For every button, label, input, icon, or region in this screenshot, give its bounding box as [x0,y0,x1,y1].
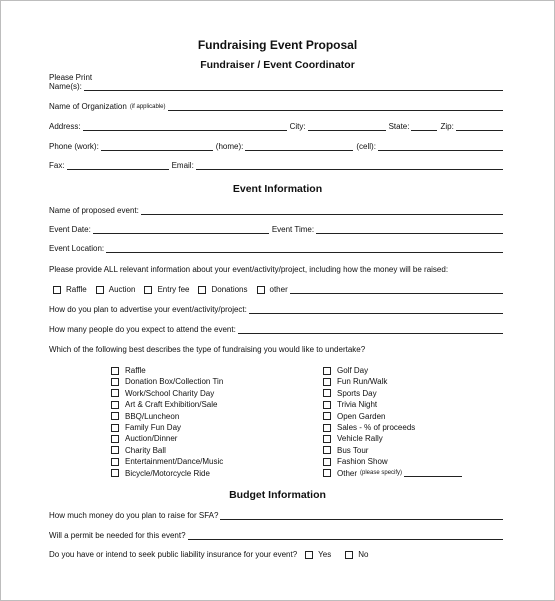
checkbox[interactable] [323,458,331,466]
city-field[interactable] [308,122,386,131]
proposed-event-label: Name of proposed event: [49,206,139,215]
type-label: Auction/Dinner [125,434,178,444]
type-label: Donation Box/Collection Tin [125,377,224,387]
checkbox[interactable] [323,424,331,432]
type-vehicle-rally[interactable] [323,433,465,444]
type-label: Fun Run/Walk [337,377,388,387]
checkbox[interactable] [323,389,331,397]
type-bus-tour[interactable] [323,445,465,456]
checkbox[interactable] [198,286,206,294]
type-label: Family Fun Day [125,422,182,432]
checkbox[interactable] [111,435,119,443]
permit-row [49,531,506,541]
type-label: Trivia Night [337,400,378,410]
type-auction-dinner[interactable] [111,433,223,444]
type-label: BBQ/Luncheon [125,411,180,421]
event-date-field[interactable] [93,225,269,234]
type-fun-run[interactable] [323,376,465,387]
type-trivia-night[interactable] [323,399,465,410]
type-entertainment[interactable] [111,456,223,467]
proposed-event-field[interactable] [141,206,503,215]
checkbox[interactable] [305,551,313,559]
fundraising-types-right [323,365,465,479]
attendance-label: How many people do you expect to attend the event: [49,325,236,334]
city-label: City: [289,122,306,131]
advertise-row [49,305,506,315]
fax-field[interactable] [67,161,169,170]
type-fashion-show[interactable] [323,456,465,467]
option-entry-fee[interactable] [144,285,189,295]
checkbox[interactable] [323,401,331,409]
email-label: Email: [171,161,194,170]
phone-work-label: Phone (work): [49,142,99,151]
event-location-label: Event Location: [49,244,105,253]
type-label: Fashion Show [337,457,388,467]
type-label: Other [337,468,358,478]
address-label: Address: [49,122,81,131]
type-label: Vehicle Rally [337,434,383,444]
checkbox[interactable] [323,446,331,454]
type-bbq[interactable] [111,411,223,422]
names-row [49,82,506,92]
names-label: Name(s): [49,82,82,91]
type-sports-day[interactable] [323,388,465,399]
zip-label: Zip: [440,122,454,131]
type-label: Sports Day [337,388,377,398]
organization-label: Name of Organization [49,102,127,111]
coordinator-heading: Fundraiser / Event Coordinator [200,59,355,71]
checkbox[interactable] [323,469,331,477]
checkbox[interactable] [323,378,331,386]
checkbox[interactable] [53,286,61,294]
state-field[interactable] [411,122,437,131]
event-date-time-row [49,225,506,235]
type-label: Entertainment/Dance/Music [125,457,224,467]
checkbox[interactable] [323,367,331,375]
other-specify-field[interactable] [290,285,503,294]
checkbox[interactable] [111,401,119,409]
insurance-yes[interactable] [305,550,331,560]
type-golf-day[interactable] [323,365,465,376]
address-field[interactable] [83,122,287,131]
budget-info-heading: Budget Information [229,489,326,501]
permit-field[interactable] [188,531,503,540]
event-time-field[interactable] [316,225,503,234]
type-donation-box[interactable] [111,376,223,387]
no-label: No [358,550,369,559]
organization-field[interactable] [168,102,503,111]
phone-row [49,142,506,152]
phone-work-field[interactable] [101,142,213,151]
event-location-row [49,244,506,254]
checkbox[interactable] [111,367,119,375]
organization-row [49,102,506,112]
specify-note: (please specify) [360,469,403,476]
checkbox[interactable] [111,378,119,386]
type-other[interactable] [323,468,465,479]
attendance-row [49,325,506,335]
fax-label: Fax: [49,161,65,170]
type-art-craft[interactable] [111,399,223,410]
email-field[interactable] [196,161,503,170]
option-auction[interactable] [96,285,136,295]
other-type-field[interactable] [404,468,462,477]
option-label: Raffle [66,285,87,294]
type-label: Work/School Charity Day [125,388,215,398]
event-time-label: Event Time: [271,225,315,234]
yes-label: Yes [318,550,332,559]
option-other[interactable] [257,285,288,295]
checkbox[interactable] [111,412,119,420]
insurance-row [49,550,506,560]
phone-cell-label: (cell): [356,142,376,151]
type-label: Open Garden [337,411,386,421]
type-label: Art & Craft Exhibition/Sale [125,400,218,410]
advertise-field[interactable] [249,305,503,314]
option-label: Entry fee [157,285,190,294]
type-ride[interactable] [111,468,223,479]
fundraising-type-question: Which of the following best describes the type of fundraising you would like to undertake? [49,345,366,354]
form-title: Fundraising Event Proposal [197,38,358,52]
option-label: Donations [211,285,248,294]
type-family-fun-day[interactable] [111,422,223,433]
raise-field[interactable] [220,511,503,520]
checkbox[interactable] [111,469,119,477]
checkbox[interactable] [323,412,331,420]
type-label: Raffle [125,366,146,375]
advertise-label: How do you plan to advertise your event/activity/project: [49,305,247,314]
money-options-row [53,285,506,295]
type-label: Bicycle/Motorcycle Ride [125,468,210,478]
permit-label: Will a permit be needed for this event? [49,531,186,540]
checkbox[interactable] [111,424,119,432]
checkbox[interactable] [345,551,353,559]
checkbox[interactable] [144,286,152,294]
checkbox[interactable] [323,435,331,443]
if-applicable-note: (if applicable) [129,104,166,110]
fax-email-row [49,161,506,171]
fundraising-types-left [111,365,223,479]
state-label: State: [388,122,410,131]
event-info-heading: Event Information [232,183,323,195]
event-location-field[interactable] [106,244,503,253]
zip-field[interactable] [456,122,503,131]
option-raffle[interactable] [53,285,87,295]
phone-home-label: (home): [215,142,244,151]
phone-home-field[interactable] [245,142,353,151]
type-label: Sales - % of proceeds [337,422,416,432]
address-row [49,122,506,132]
option-label: other [269,285,288,294]
event-date-label: Event Date: [49,225,91,234]
raise-label: How much money do you plan to raise for SFA? [49,511,219,520]
type-label: Charity Ball [125,445,166,455]
please-print-note: Please Print [49,73,93,82]
type-sales[interactable] [323,422,465,433]
checkbox[interactable] [96,286,104,294]
checkbox[interactable] [111,458,119,466]
type-open-garden[interactable] [323,411,465,422]
type-label: Golf Day [337,366,369,375]
raise-row [49,511,506,521]
type-charity-ball[interactable] [111,445,223,456]
type-charity-day[interactable] [111,388,223,399]
attendance-field[interactable] [238,325,503,334]
checkbox[interactable] [111,389,119,397]
checkbox[interactable] [257,286,265,294]
relevant-info-prompt: Please provide ALL relevant information about your event/activity/project, including how the money will be raised: [49,265,449,274]
option-donations[interactable] [198,285,247,295]
proposed-event-row [49,206,506,216]
option-label: Auction [108,285,136,294]
names-field[interactable] [84,82,503,91]
phone-cell-field[interactable] [378,142,503,151]
type-label: Bus Tour [337,445,369,455]
insurance-label: Do you have or intend to seek public liability insurance for your event? [49,550,298,559]
checkbox[interactable] [111,446,119,454]
insurance-no[interactable] [345,550,368,560]
type-raffle[interactable] [111,365,223,376]
